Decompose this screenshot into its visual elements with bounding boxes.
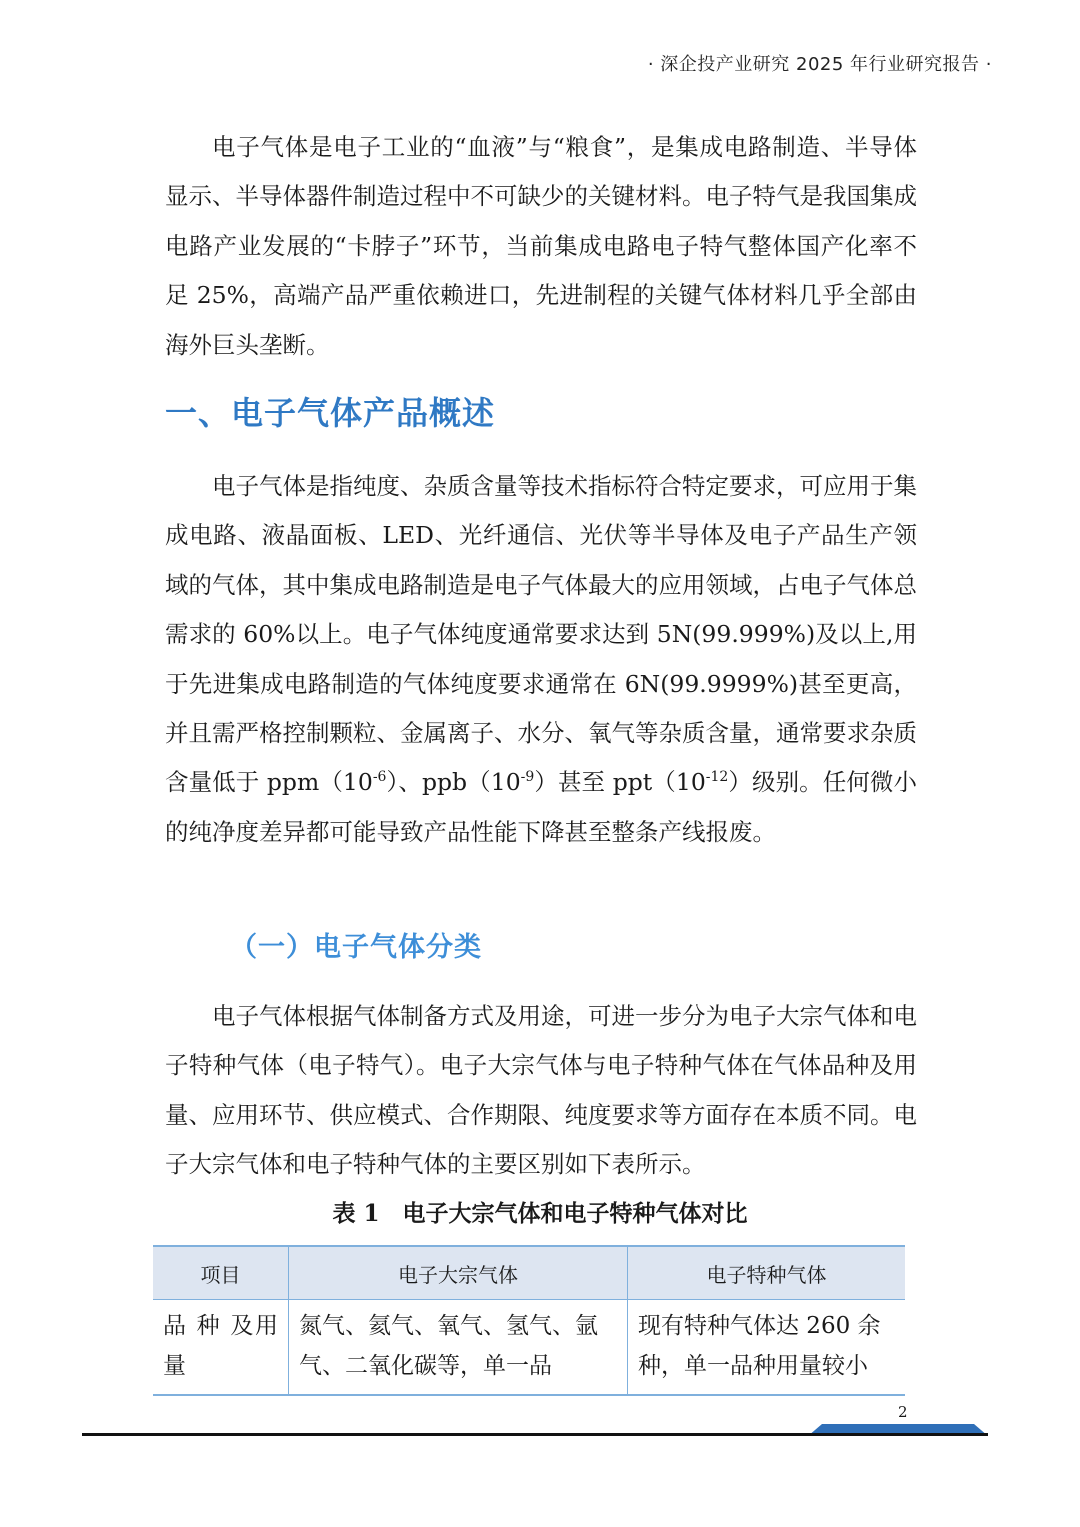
subsection-heading: （一）电子气体分类: [230, 932, 482, 963]
text-run: ）甚至 ppt（10: [534, 768, 706, 797]
table-header-cell: 电子特种气体: [628, 1246, 906, 1300]
table-header-row: [153, 1246, 905, 1300]
classification-paragraph: [165, 992, 917, 1190]
superscript: -6: [372, 769, 387, 786]
page-number: 2: [898, 1403, 908, 1421]
text-run: 电子气体是指纯度、杂质含量等技术指标符合特定要求，可应用于集成电路、液晶面板、LED、光纤通信、光伏等半导体及电子产品生产领域的气体，其中集成电路制造是电子气体最大的应用领域，占电子气体总需求的 60%以上。电子气体纯度通常要求达到 5N(99.999%)及以上,用于先进集成电路制造的气体纯度要求通常在 6N(99.9999%)甚至更高，并且需严格控制颗粒、金属离子、水分、氧气等杂质含量，通常要求杂质含量低于 ppm（10: [165, 472, 917, 797]
table-cell: 品 种 及用量: [153, 1300, 289, 1396]
superscript: -12: [705, 769, 729, 786]
text-run: ）级别。任何微小的纯净度差异都可能导致产品性能下降甚至整条产线报废。: [165, 768, 918, 846]
overview-paragraph: [165, 462, 917, 857]
table-header-cell: 项目: [153, 1246, 289, 1300]
table-cell: 氮气、氦气、氧气、氢气、氩气、二氧化碳等，单一品: [289, 1300, 628, 1396]
paragraph-text: [165, 462, 917, 857]
table-caption: 表 1 电子大宗气体和电子特种气体对比: [332, 1200, 748, 1227]
section-heading: 一、电子气体产品概述: [165, 394, 496, 432]
table-header-cell: 电子大宗气体: [289, 1246, 628, 1300]
comparison-table: [153, 1245, 905, 1396]
paragraph-text: 电子气体根据气体制备方式及用途，可进一步分为电子大宗气体和电子特种气体（电子特气）。电子大宗气体与电子特种气体在气体品种及用量、应用环节、供应模式、合作期限、纯度要求等方面存在本质不同。电子大宗气体和电子特种气体的主要区别如下表所示。: [165, 1002, 917, 1179]
intro-paragraph: [165, 123, 917, 370]
table-cell: 现有特种气体达 260 余种，单一品种用量较小: [628, 1300, 906, 1396]
table-row: [153, 1300, 905, 1396]
footer-rule: [82, 1433, 988, 1436]
paragraph-text: 电子气体是电子工业的“血液”与“粮食”，是集成电路制造、半导体显示、半导体器件制造过程中不可缺少的关键材料。电子特气是我国集成电路产业发展的“卡脖子”环节，当前集成电路电子特气整体国产化率不足 25%，高端产品严重依赖进口，先进制程的关键气体材料几乎全部由海外巨头垄断。: [165, 133, 917, 359]
running-header: · 深企投产业研究 2025 年行业研究报告 ·: [647, 54, 992, 75]
superscript: -9: [520, 769, 535, 786]
text-run: ）、ppb（10: [386, 768, 521, 797]
